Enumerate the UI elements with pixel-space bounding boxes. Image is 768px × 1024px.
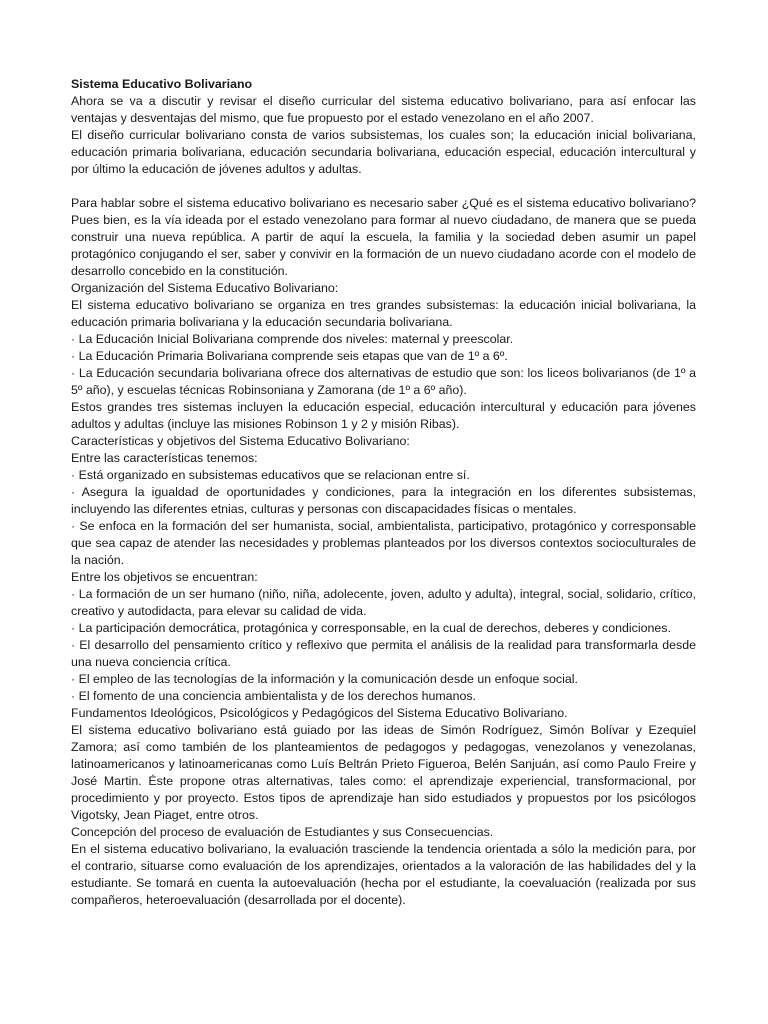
objectives-intro: Entre los objetivos se encuentran: — [71, 570, 258, 584]
evaluation-paragraph: En el sistema educativo bolivariano, la evaluación trasciende la tendencia orientada a sólo la medición para, por el contrario, situarse como evaluación de los aprendizajes, orientados a la valoración de las habilidades del y la estudiante. Se tomará en cuenta la autoevaluación (hecha por el estudiante, la coevaluación (realizada por sus compañeros, heteroevaluación (desarrollada por el docente). — [71, 842, 696, 907]
bullet-humanist: · Se enfoca en la formación del ser humanista, social, ambientalista, participativo, protagónico y corresponsable que sea capaz de atender las necesidades y problemas planteados por los diversos contextos socioculturales de la nación. — [71, 519, 696, 567]
characteristics-heading: Características y objetivos del Sistema Educativo Bolivariano: — [71, 434, 410, 448]
bullet-technology: · El empleo de las tecnologías de la información y la comunicación desde un enfoque social. — [71, 672, 578, 686]
bullet-participation: · La participación democrática, protagónica y corresponsable, en la cual de derechos, deberes y condiciones. — [71, 621, 671, 635]
definition-paragraph: Para hablar sobre el sistema educativo bolivariano es necesario saber ¿Qué es el sistema educativo bolivariano? Pues bien, es la vía ideada por el estado venezolano para formar al nuevo ciudadano, de manera que se pueda construir una nueva república. A partir de aquí la escuela, la familia y la sociedad deben asumir un papel protagónico conjugando el ser, saber y convivir en la formación de un nuevo ciudadano acorde con el modelo de desarrollo concebido en la constitución. — [71, 196, 696, 278]
bullet-environment: · El fomento de una conciencia ambientalista y de los derechos humanos. — [71, 689, 476, 703]
bullet-inicial: · La Educación Inicial Bolivariana comprende dos niveles: maternal y preescolar. — [71, 332, 514, 346]
intro-paragraph: Ahora se va a discutir y revisar el diseño curricular del sistema educativo bolivariano, para así enfocar las ventajas y desventajas del mismo, que fue propuesto por el estado venezolano en el año 2007. — [71, 94, 696, 125]
bullet-primaria: · La Educación Primaria Bolivariana comprende seis etapas que van de 1º a 6º. — [71, 349, 508, 363]
organization-heading: Organización del Sistema Educativo Bolivariano: — [71, 281, 339, 295]
foundations-heading: Fundamentos Ideológicos, Psicológicos y Pedagógicos del Sistema Educativo Bolivariano. — [71, 706, 568, 720]
paragraph-spacer — [71, 178, 696, 195]
bullet-subsystems: · Está organizado en subsistemas educativos que se relacionan entre sí. — [71, 468, 470, 482]
bullet-equality: · Asegura la igualdad de oportunidades y condiciones, para la integración en los diferentes subsistemas, incluyendo las diferentes etnias, culturas y personas con discapacidades físicas o mentales. — [71, 485, 696, 516]
bullet-critical-thinking: · El desarrollo del pensamiento crítico y reflexivo que permita el análisis de la realidad para transformarla desde una nueva conciencia crítica. — [71, 638, 696, 669]
document-title: Sistema Educativo Bolivariano — [71, 77, 253, 91]
systems-include-paragraph: Estos grandes tres sistemas incluyen la educación especial, educación intercultural y educación para jóvenes adultos y adultas (incluye las misiones Robinson 1 y 2 y misión Ribas). — [71, 400, 696, 431]
foundations-paragraph: El sistema educativo bolivariano está guiado por las ideas de Simón Rodríguez, Simón Bolívar y Ezequiel Zamora; así como también de los planteamientos de pedagogos y pedagogas, venezolanos y venezolanas, latinoamericanos y latinoamericanas como Luís Beltrán Prieto Figueroa, Belén Sanjuán, así como Paulo Freire y José Martin. Éste propone otras alternativas, tales como: el aprendizaje experiencial, transformacional, por procedimiento y por proyecto. Estos tipos de aprendizaje han sido estudiados y propuestos por los psicólogos Vigotsky, Jean Piaget, entre otros. — [71, 723, 696, 822]
evaluation-heading: Concepción del proceso de evaluación de Estudiantes y sus Consecuencias. — [71, 825, 494, 839]
organization-paragraph: El sistema educativo bolivariano se organiza en tres grandes subsistemas: la educación inicial bolivariana, la educación primaria bolivariana y la educación secundaria bolivariana. — [71, 298, 696, 329]
bullet-human-formation: · La formación de un ser humano (niño, niña, adolecente, joven, adulto y adulta), integral, social, solidario, crítico, creativo y autodidacta, para elevar su calidad de vida. — [71, 587, 696, 618]
characteristics-intro: Entre las características tenemos: — [71, 451, 258, 465]
subsystems-paragraph: El diseño curricular bolivariano consta de varios subsistemas, los cuales son; la educación inicial bolivariana, educación primaria bolivariana, educación secundaria bolivariana, educación especial, educación intercultural y por último la educación de jóvenes adultos y adultas. — [71, 128, 696, 176]
bullet-secundaria: · La Educación secundaria bolivariana ofrece dos alternativas de estudio que son: los liceos bolivarianos (de 1º a 5º año), y escuelas técnicas Robinsoniana y Zamorana (de 1º a 6º año). — [71, 366, 696, 397]
